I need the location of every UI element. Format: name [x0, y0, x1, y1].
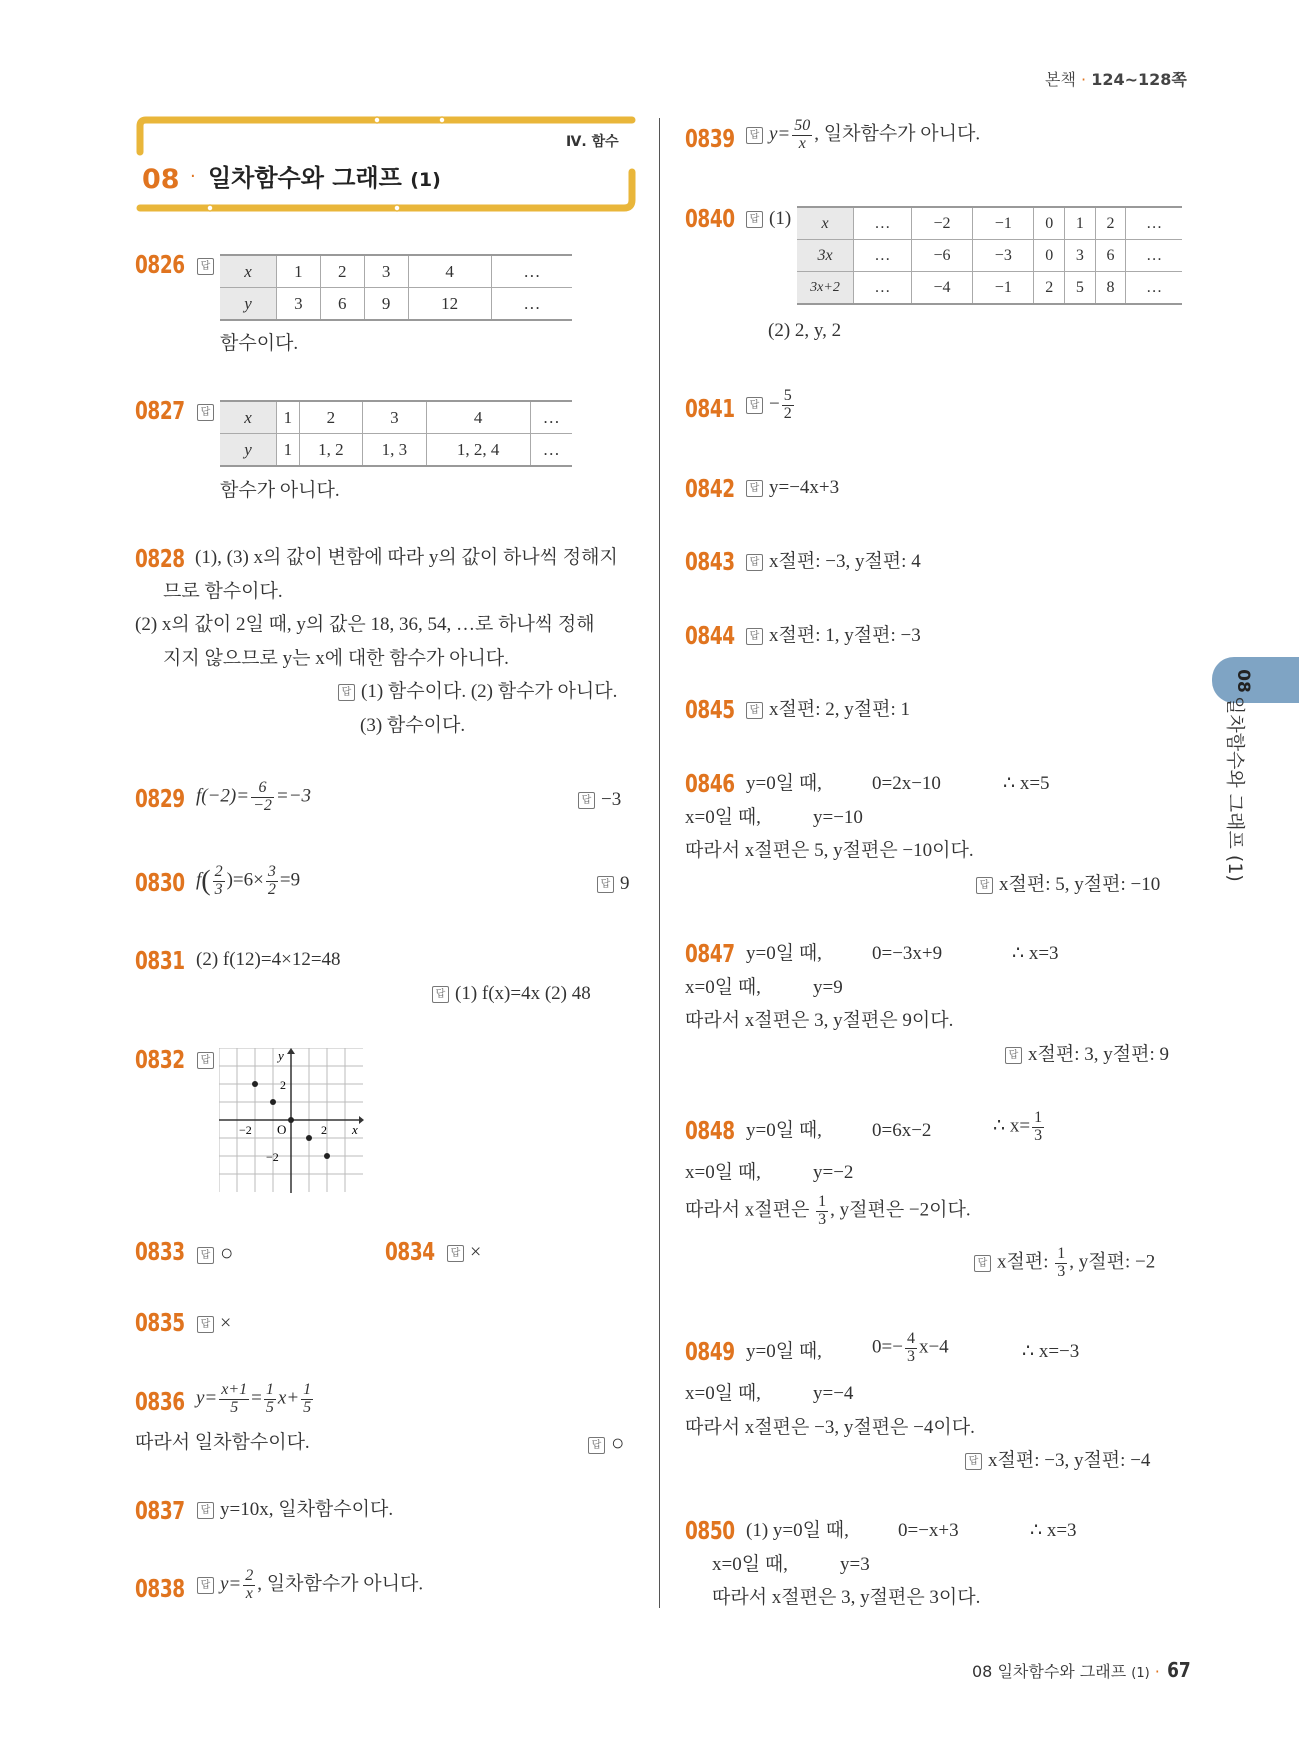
answer-badge-icon: 답: [197, 404, 214, 421]
plot-point: [270, 1099, 276, 1105]
answer-text: 답 y=10x, 일차함수이다.: [197, 1500, 393, 1519]
plot-point: [252, 1081, 258, 1087]
origin-label: O: [277, 1122, 287, 1137]
solution-line: 0=−x+3: [898, 1520, 959, 1541]
answer-text: 답 ○: [588, 1432, 624, 1454]
answer-badge-icon: 답: [746, 702, 763, 719]
plot-point: [306, 1135, 312, 1141]
problem-number: 0831: [135, 946, 185, 975]
fraction: $\frac{50}{x}$: [794, 117, 811, 152]
problem-number: 0835: [135, 1308, 185, 1337]
solution-line: f(−2)= $\frac{6}{-2}$ =−3: [196, 779, 312, 814]
answer-badge-icon: 답: [197, 1577, 214, 1594]
x-axis-label: x: [352, 1122, 358, 1137]
chapter-title: 일차함수와 그래프 (1): [208, 164, 441, 192]
fraction: $\frac{3}{2}$: [267, 863, 276, 898]
fraction: $\frac{2}{3}$: [214, 863, 223, 898]
fraction: $\frac{x+1}{5}$: [221, 1381, 248, 1416]
problem-number: 0826: [135, 250, 185, 279]
answer-badge-icon: 답: [746, 127, 763, 144]
answer-badge-icon: 답: [1005, 1047, 1022, 1064]
problem-number: 0834: [385, 1237, 435, 1266]
problem-number: 0829: [135, 784, 185, 813]
answer-badge-icon: 답: [432, 986, 449, 1003]
fraction: $\frac{1}{3}$: [818, 1193, 827, 1228]
solution-line: ∴ x=3: [1030, 1520, 1077, 1541]
chapter-number: 08: [142, 164, 180, 195]
solution-line: y=−2: [813, 1162, 854, 1183]
answer-text: 답 x절편: −3, y절편: 4: [746, 552, 921, 571]
table-row: 3x+2 … −4 −1 2 5 8 …: [797, 272, 1182, 305]
page-footer: 08 일차함수와 그래프 (1) · 67: [972, 1658, 1191, 1682]
answer-text: 답 (1) 함수이다. (2) 함수가 아니다.: [338, 682, 617, 701]
page-header: 본책 · 124~128쪽: [1045, 70, 1187, 89]
table-row: y 3 6 9 12 …: [220, 288, 572, 321]
solution-line: f( $\frac{2}{3}$ )=6× $\frac{3}{2}$ =9: [196, 863, 301, 898]
answer-badge-icon: 답: [588, 1437, 605, 1454]
answer-badge-icon: 답: [597, 876, 614, 893]
answer-text: 답 x절편: −3, y절편: −4: [965, 1451, 1150, 1470]
coordinate-plane: [219, 1048, 364, 1193]
solution-line: y= $\frac{x+1}{5}$ = $\frac{1}{5}$ x+ $\frac{1}{5}$: [196, 1381, 312, 1416]
answer-badge-icon: 답: [197, 258, 214, 275]
unit-label: Ⅳ. 함수: [566, 134, 619, 150]
solution-line: 따라서 x절편은 5, y절편은 −10이다.: [685, 840, 974, 861]
answer-badge-icon: 답: [976, 877, 993, 894]
solution-line: 0=−3x+9: [872, 943, 943, 964]
problem-number: 0843: [685, 547, 735, 576]
table-row: x 1 2 3 4 …: [220, 401, 572, 434]
answer-text: 답 ○: [197, 1242, 233, 1264]
problem-number: 0849: [685, 1337, 735, 1366]
solution-line: 0=− $\frac{4}{3}$ x−4: [872, 1330, 949, 1365]
answer-badge-icon: 답: [746, 480, 763, 497]
column-divider: [659, 118, 660, 1608]
solution-line: y=9: [813, 977, 843, 998]
solution-line: (2) f(12)=4×12=48: [196, 949, 341, 970]
problem-number: 0844: [685, 621, 735, 650]
answer-badge-icon: 답: [197, 1316, 214, 1333]
book-label: 본책: [1045, 70, 1076, 89]
tick-label: −2: [239, 1123, 252, 1137]
solution-line: y=0일 때,: [746, 773, 822, 794]
fraction: $\frac{4}{3}$: [906, 1330, 915, 1365]
table-row: y 1 1, 2 1, 3 1, 2, 4 …: [220, 434, 572, 467]
solution-line: y=0일 때,: [746, 1341, 822, 1362]
solution-line: x=0일 때,: [685, 977, 761, 998]
solution-line: x=0일 때,: [685, 1162, 761, 1183]
fraction: $\frac{1}{3}$: [1057, 1245, 1066, 1280]
problem-number: 0840: [685, 204, 735, 233]
answer-text: (2) 2, y, 2: [768, 320, 842, 341]
solution-line: x=0일 때,: [712, 1554, 788, 1575]
problem-number: 0839: [685, 124, 735, 153]
problem-number: 0847: [685, 939, 735, 968]
problem-number: 0842: [685, 474, 735, 503]
fraction: $\frac{5}{2}$: [783, 387, 792, 422]
solution-line: 따라서 x절편은 −3, y절편은 −4이다.: [685, 1417, 975, 1438]
problem-number: 0841: [685, 394, 735, 423]
answer-badge-icon: 답: [197, 1247, 214, 1264]
answer-text: 함수이다.: [220, 333, 299, 354]
answer-text: 답 ×: [447, 1242, 481, 1262]
answer-text: 답 (1): [746, 209, 791, 228]
answer-text: 답 x절편: 3, y절편: 9: [1005, 1045, 1169, 1064]
answer-text: 답 9: [597, 874, 630, 893]
answer-text: 답 x절편: 5, y절편: −10: [976, 875, 1160, 894]
problem-number: 0830: [135, 868, 185, 897]
tick-label: 2: [280, 1078, 286, 1092]
side-tab-number: 08: [1233, 669, 1253, 693]
answer-badge-icon: 답: [746, 397, 763, 414]
solution-line: 지지 않으므로 y는 x에 대한 함수가 아니다.: [163, 648, 509, 669]
answer-text: 답 (1) f(x)=4x (2) 48: [432, 984, 591, 1003]
answer-badge-icon: 답: [746, 628, 763, 645]
answer-text: 답 x절편: 2, y절편: 1: [746, 700, 910, 719]
value-table: [797, 206, 1182, 305]
answer-text: 답 x절편: $\frac{1}{3}$ , y절편: −2: [974, 1246, 1155, 1281]
solution-line: 따라서 일차함수이다.: [135, 1432, 310, 1453]
answer-text: 답 −3: [578, 790, 621, 809]
answer-badge-icon: 답: [197, 1502, 214, 1519]
solution-line: ∴ x= $\frac{1}{3}$: [993, 1109, 1043, 1144]
answer-text: 답 − $\frac{5}{2}$: [746, 388, 796, 423]
solution-line: 따라서 x절편은 3, y절편은 3이다.: [712, 1587, 981, 1608]
footer-chapter: 08 일차함수와 그래프: [972, 1662, 1127, 1681]
answer-text: 답 y= $\frac{50}{x}$ , 일차함수가 아니다.: [746, 118, 980, 153]
problem-number: 0836: [135, 1387, 185, 1416]
answer-text: 답 y=−4x+3: [746, 478, 839, 497]
solution-line: x=0일 때,: [685, 807, 761, 828]
fraction: $\frac{1}{3}$: [1034, 1109, 1043, 1144]
solution-line: ∴ x=5: [1003, 773, 1050, 794]
answer-text: 답 ×: [197, 1313, 231, 1333]
solution-line: (1) y=0일 때,: [746, 1520, 849, 1541]
solution-line: 0=6x−2: [872, 1120, 932, 1141]
fraction: $\frac{2}{x}$: [245, 1567, 254, 1602]
problem-number: 0838: [135, 1574, 185, 1603]
tick-label: 2: [321, 1123, 327, 1137]
solution-line: ∴ x=−3: [1022, 1341, 1080, 1362]
chapter-dot: ·: [190, 166, 196, 187]
solution-line: y=−4: [813, 1383, 854, 1404]
solution-line: y=3: [840, 1554, 870, 1575]
solution-line: y=−10: [813, 807, 863, 828]
solution-line: y=0일 때,: [746, 1120, 822, 1141]
answer-badge-icon: 답: [965, 1453, 982, 1470]
plot-point: [288, 1117, 294, 1123]
problem-number: 0827: [135, 396, 185, 425]
answer-badge-icon: 답: [338, 684, 355, 701]
table-row: x 1 2 3 4 …: [220, 255, 572, 288]
solution-line: (1), (3) x의 값이 변함에 따라 y의 값이 하나씩 정해지: [195, 547, 618, 568]
solution-line: 므로 함수이다.: [163, 581, 283, 602]
answer-badge-icon: 답: [746, 211, 763, 228]
plot-point: [324, 1153, 330, 1159]
side-tab-title: 일차함수와 그래프 (1): [1224, 696, 1246, 882]
answer-badge-icon: 답: [578, 792, 595, 809]
answer-badge-icon: 답: [447, 1245, 464, 1262]
solution-line: ∴ x=3: [1012, 943, 1059, 964]
solution-line: y=0일 때,: [746, 943, 822, 964]
page-number: 67: [1167, 1658, 1191, 1682]
table-row: x … −2 −1 0 1 2 …: [797, 207, 1182, 240]
problem-number: 0832: [135, 1045, 185, 1074]
solution-line: 따라서 x절편은 $\frac{1}{3}$ , y절편은 −2이다.: [685, 1193, 971, 1228]
problem-number: 0828: [135, 544, 185, 573]
problem-number: 0848: [685, 1116, 735, 1145]
tick-label: −2: [266, 1150, 279, 1164]
problem-number: 0850: [685, 1516, 735, 1545]
answer-badge-icon: 답: [974, 1255, 991, 1272]
fraction: $\frac{6}{-2}$: [253, 779, 272, 814]
problem-number: 0837: [135, 1496, 185, 1525]
solution-line: (2) x의 값이 2일 때, y의 값은 18, 36, 54, …로 하나씩 정해: [135, 614, 595, 635]
solution-line: 0=2x−10: [872, 773, 941, 794]
answer-badge-icon: 답: [197, 1052, 214, 1069]
fraction: $\frac{1}{5}$: [303, 1381, 312, 1416]
answer-text: 함수가 아니다.: [220, 480, 340, 501]
problem-number: 0833: [135, 1237, 185, 1266]
fraction: $\frac{1}{5}$: [265, 1381, 274, 1416]
solution-line: 따라서 x절편은 3, y절편은 9이다.: [685, 1010, 954, 1031]
page-range: 124~128쪽: [1091, 70, 1187, 89]
table-row: 3x … −6 −3 0 3 6 …: [797, 240, 1182, 272]
solution-line: x=0일 때,: [685, 1383, 761, 1404]
problem-number: 0845: [685, 695, 735, 724]
answer-text: 답 x절편: 1, y절편: −3: [746, 626, 921, 645]
problem-number: 0846: [685, 769, 735, 798]
value-table: [220, 254, 572, 321]
footer-part: (1): [1131, 1666, 1150, 1681]
y-axis-label: y: [278, 1048, 284, 1063]
answer-text: 답 y= $\frac{2}{x}$ , 일차함수가 아니다.: [197, 1568, 423, 1603]
answer-badge-icon: 답: [746, 554, 763, 571]
value-table: [220, 400, 572, 467]
answer-text: (3) 함수이다.: [360, 715, 466, 736]
